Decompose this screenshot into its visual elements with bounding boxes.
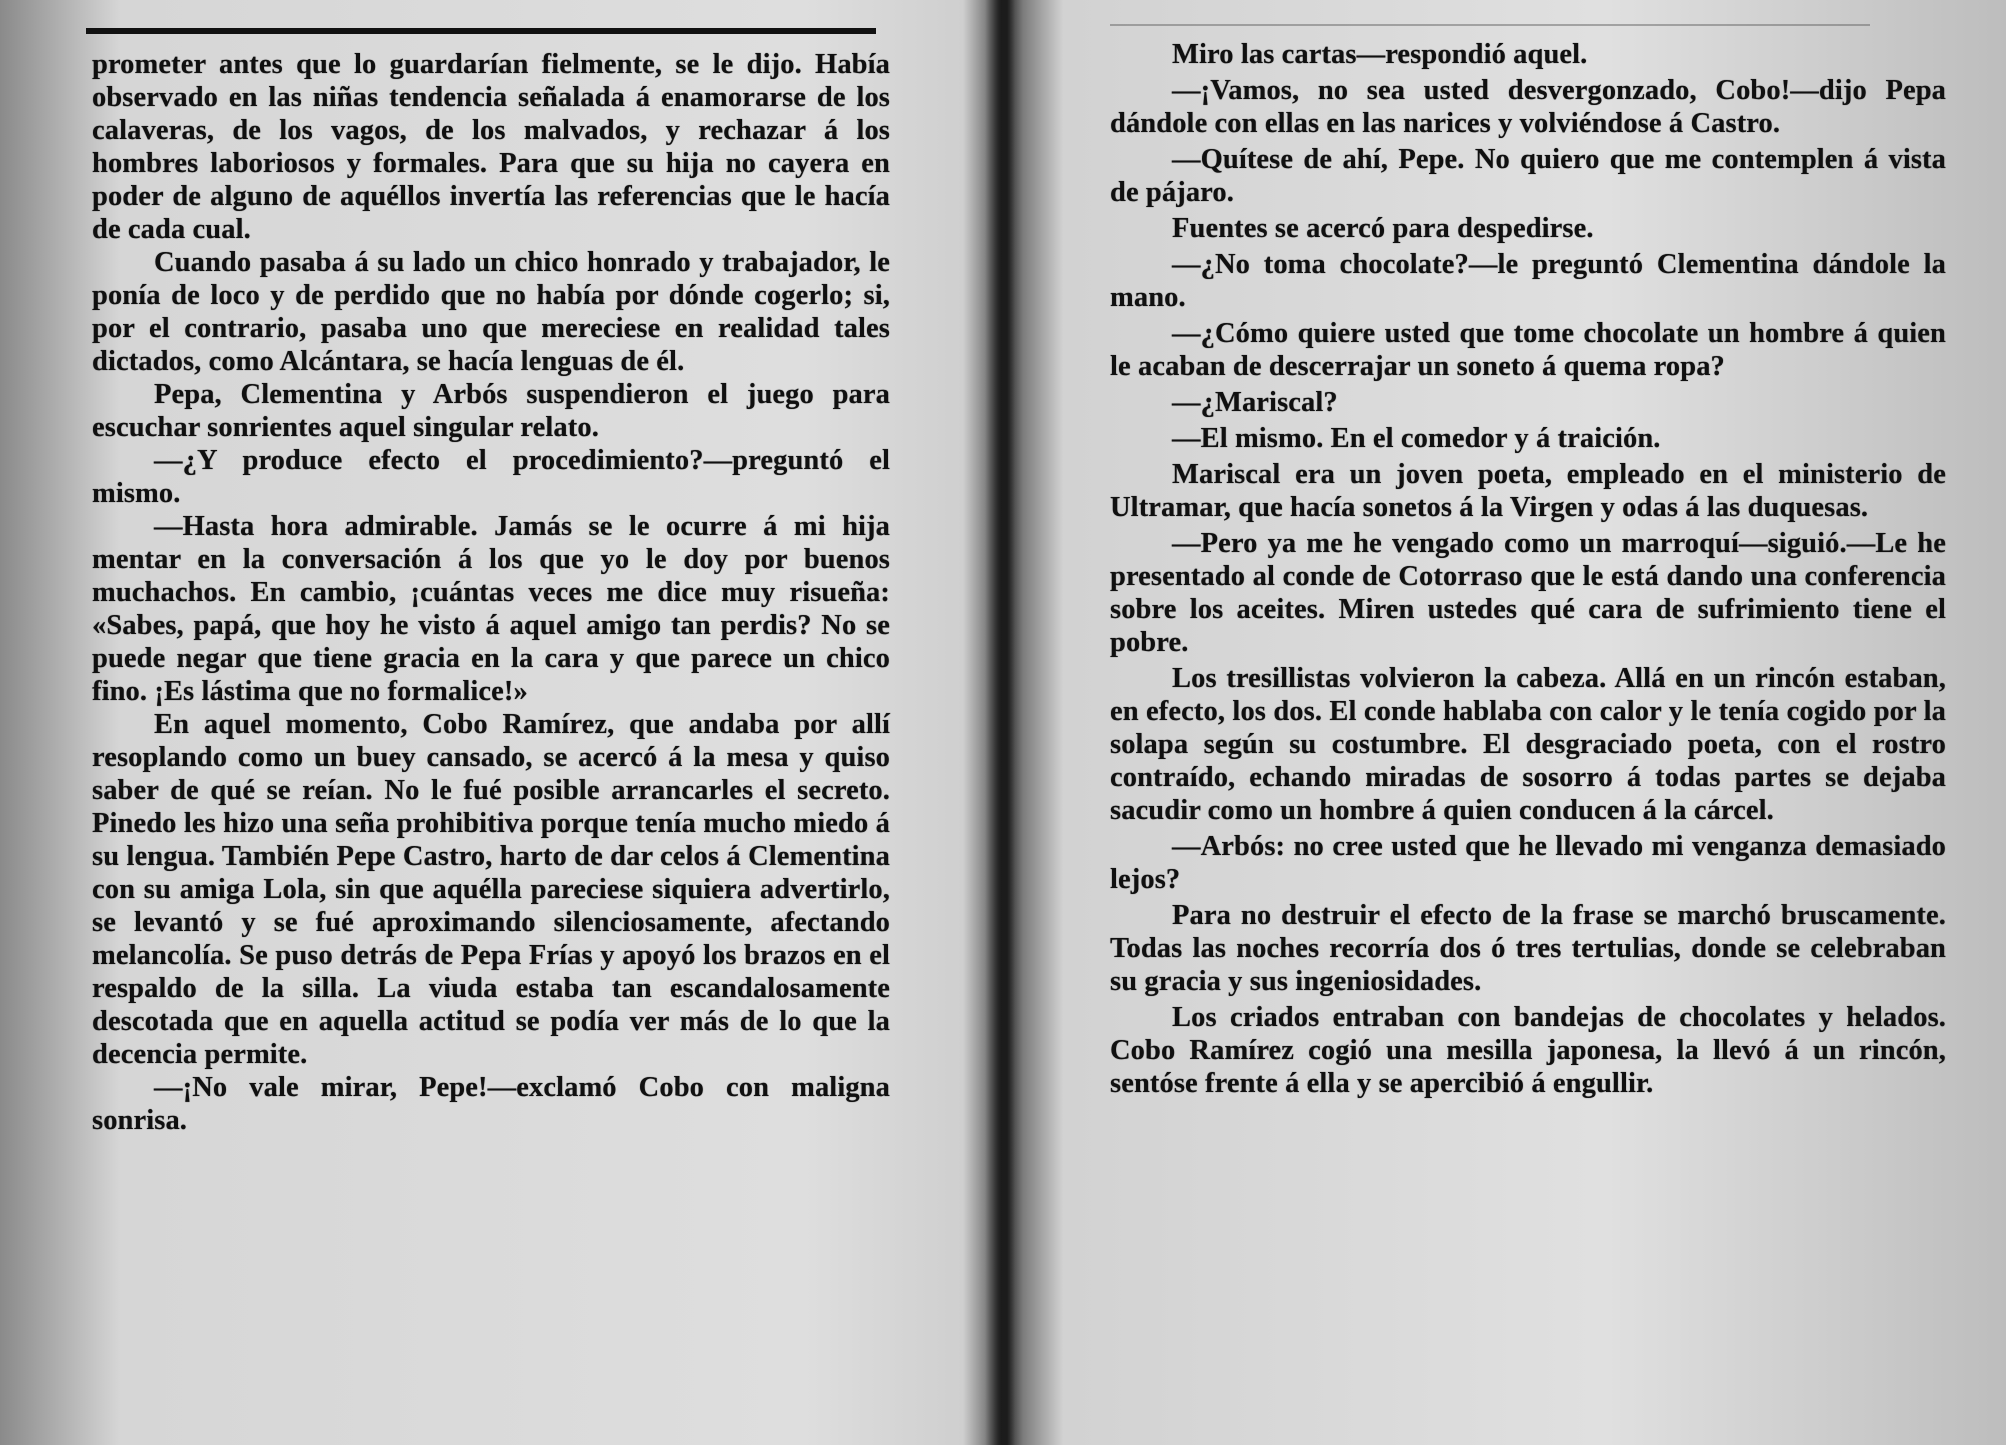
paragraph: Pepa, Clementina y Arbós suspendieron el juego para escuchar sonrientes aquel singular relato. [92,379,890,443]
header-rule [86,28,876,34]
paragraph: Cuando pasaba á su lado un chico honrado y trabajador, le ponía de loco y de perdido que no había por dónde cogerlo; si, por el contrario, pasaba uno que mereciese en realidad tales dictados, como Alcántara, se hacía lenguas de él. [92,247,890,377]
paragraph: —¿No toma chocolate?—le preguntó Clementina dándole la mano. [1110,249,1946,313]
paragraph: —Pero ya me he vengado como un marroquí—siguió.—Le he presentado al conde de Cotorraso que le está dando una conferencia sobre los aceites. Miren ustedes qué cara de sufrimiento tiene el pobre. [1110,528,1946,658]
paragraph: En aquel momento, Cobo Ramírez, que andaba por allí resoplando como un buey cansado, se acercó á la mesa y quiso saber de qué se reían. No le fué posible arrancarles el secreto. Pinedo les hizo una seña prohibitiva porque tenía mucho miedo á su lengua. También Pepe Castro, harto de dar celos á Clementina con su amiga Lola, sin que aquélla pareciese siquiera advertirlo, se levantó y se fué aproximando silenciosamente, afectando melancolía. Se puso detrás de Pepa Frías y apoyó los brazos en el respaldo de la silla. La viuda estaba tan escandalosamente descotada que en aquella actitud se podía ver más de lo que la decencia permite. [92,709,890,1070]
paragraph: —¡No vale mirar, Pepe!—exclamó Cobo con maligna sonrisa. [92,1072,890,1136]
paragraph: —¡Vamos, no sea usted desvergonzado, Cobo!—dijo Pepa dándole con ellas en las narices y volviéndose á Castro. [1110,75,1946,139]
right-page [1010,0,2006,1445]
left-page [0,0,990,1445]
paragraph: Los tresillistas volvieron la cabeza. Allá en un rincón estaban, en efecto, los dos. El conde hablaba con calor y le tenía cogido por la solapa según su costumbre. El desgraciado poeta, con el rostro contraído, echando miradas de sosorro á todas partes se dejaba sacudir como un hombre á quien conducen á la cárcel. [1110,663,1946,826]
paragraph: —Arbós: no cree usted que he llevado mi venganza demasiado lejos? [1110,831,1946,895]
paragraph: —¿Mariscal? [1172,387,1338,418]
paragraph: —Quítese de ahí, Pepe. No quiero que me contemplen á vista de pájaro. [1110,144,1946,208]
paragraph: Los criados entraban con bandejas de chocolates y helados. Cobo Ramírez cogió una mesilla japonesa, la llevó á un rincón, sentóse frente á ella y se apercibió á engullir. [1110,1002,1946,1099]
paragraph: Mariscal era un joven poeta, empleado en el ministerio de Ultramar, que hacía sonetos á la Virgen y odas á las duquesas. [1110,459,1946,523]
paragraph: prometer antes que lo guardarían fielmente, se le dijo. Había observado en las niñas tendencia señalada á enamorarse de los calaveras, de los vagos, de los malvados, y rechazar á los hombres laboriosos y formales. Para que su hija no cayera en poder de alguno de aquéllos invertía las referencias que le hacía de cada cual. [92,49,890,245]
paragraph: —Hasta hora admirable. Jamás se le ocurre á mi hija mentar en la conversación á los que yo le doy por buenos muchachos. En cambio, ¡cuántas veces me dice muy risueña: «Sabes, papá, que hoy he visto á aquel amigo tan perdis? No se puede negar que tiene gracia en la cara y que parece un chico fino. ¡Es lástima que no formalice!» [92,511,890,707]
paragraph: —¿Cómo quiere usted que tome chocolate un hombre á quien le acaban de descerrajar un soneto á quema ropa? [1110,318,1946,382]
paragraph: —¿Y produce efecto el procedimiento?—preguntó el mismo. [92,445,890,509]
left-page-text [92,48,890,1137]
right-page-text [1110,38,1946,1100]
paragraph: Miro las cartas—respondió aquel. [1172,39,1588,70]
paragraph: —El mismo. En el comedor y á traición. [1172,423,1661,454]
paragraph: Fuentes se acercó para despedirse. [1172,213,1594,244]
paragraph: Para no destruir el efecto de la frase se marchó bruscamente. Todas las noches recorría dos ó tres tertulias, donde se celebraban su gracia y sus ingeniosidades. [1110,900,1946,997]
header-rule [1110,24,1870,26]
